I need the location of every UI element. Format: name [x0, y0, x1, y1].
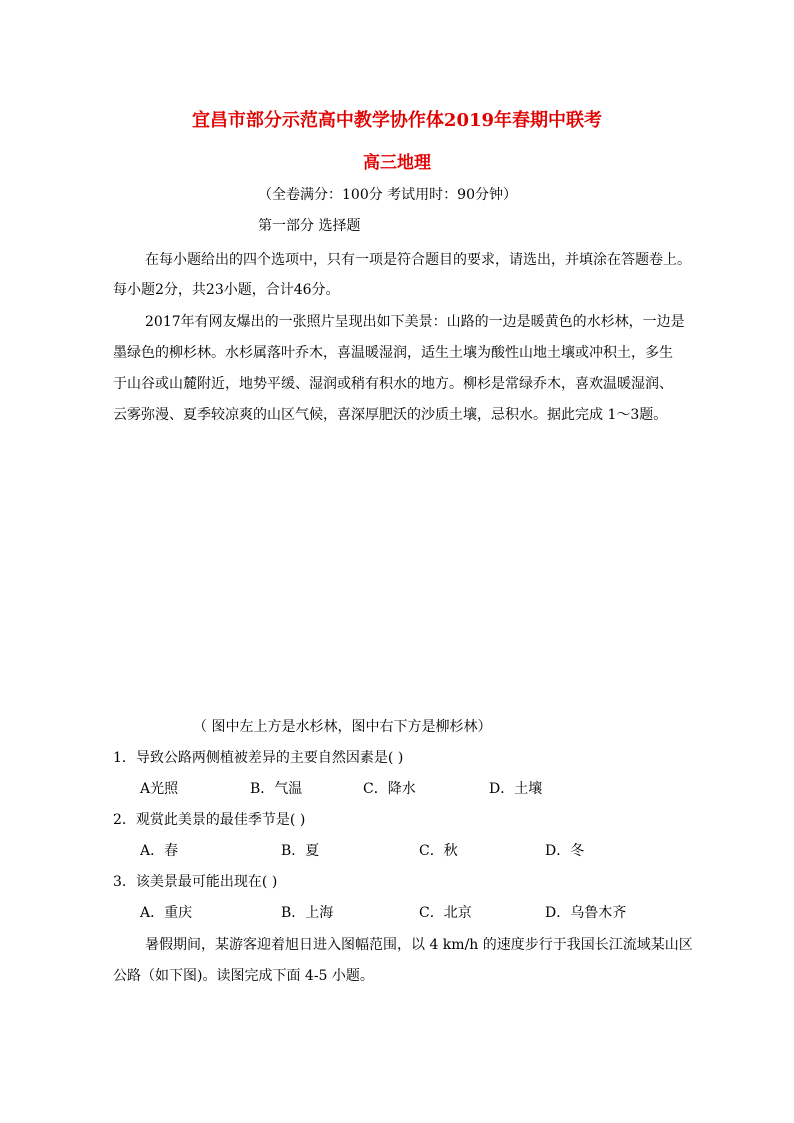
- part-heading: 第一部分 选择题: [258, 218, 361, 234]
- question-1-option-d: D．土壤: [489, 781, 543, 797]
- question-3-option-a: A．重庆: [140, 905, 193, 921]
- question-3-option-d: D．乌鲁木齐: [545, 905, 627, 921]
- question-1-option-b: B．气温: [250, 781, 303, 797]
- figure-photo-area: [115, 440, 675, 700]
- question-2-option-b: B．夏: [281, 843, 320, 859]
- question-3-option-b: B．上海: [281, 905, 334, 921]
- figure-caption: （ 图中左上方是水杉林，图中右下方是柳杉林）: [193, 719, 492, 735]
- passage1-line-2: 墨绿色的柳杉林。水杉属落叶乔木，喜温暖湿润，适生土壤为酸性山地土壤或冲积土，多生: [113, 345, 673, 361]
- exam-subtitle: 高三地理: [363, 153, 431, 173]
- question-1-option-a: A光照: [140, 781, 179, 797]
- question-2-option-c: C．秋: [419, 843, 458, 859]
- question-2-stem: 2．观赏此美景的最佳季节是( ): [113, 812, 306, 828]
- passage2-line-2: 公路（如下图)。读图完成下面 4-5 小题。: [113, 968, 374, 984]
- passage1-line-1: 2017年有网友爆出的一张照片呈现出如下美景：山路的一边是暖黄色的水杉林，一边是: [145, 314, 685, 330]
- instruction-line-2: 每小题2分，共23小题，合计46分。: [113, 282, 340, 298]
- exam-title: 宜昌市部分示范高中教学协作体2019年春期中联考: [191, 110, 603, 131]
- question-1-option-c: C．降水: [363, 781, 416, 797]
- question-1-stem: 1．导致公路两侧植被差异的主要自然因素是( ): [113, 750, 404, 766]
- question-2-option-a: A．春: [140, 843, 179, 859]
- exam-info: （全卷满分：100分 考试用时：90分钟）: [258, 187, 517, 203]
- passage1-line-3: 于山谷或山麓附近，地势平缓、湿润或稍有积水的地方。柳杉是常绿乔木，喜欢温暖湿润、: [113, 376, 673, 392]
- question-3-stem: 3．该美景最可能出现在( ): [113, 874, 278, 890]
- question-3-option-c: C．北京: [419, 905, 472, 921]
- question-2-option-d: D．冬: [545, 843, 585, 859]
- passage2-line-1: 暑假期间，某游客迎着旭日进入图幅范围，以 4 km/h 的速度步行于我国长江流域某山区: [145, 937, 693, 953]
- passage1-line-4: 云雾弥漫、夏季较凉爽的山区气候，喜深厚肥沃的沙质土壤，忌积水。据此完成 1～3题。: [113, 407, 668, 423]
- instruction-line-1: 在每小题给出的四个选项中，只有一项是符合题目的要求，请选出，并填涂在答题卷上。: [145, 252, 691, 268]
